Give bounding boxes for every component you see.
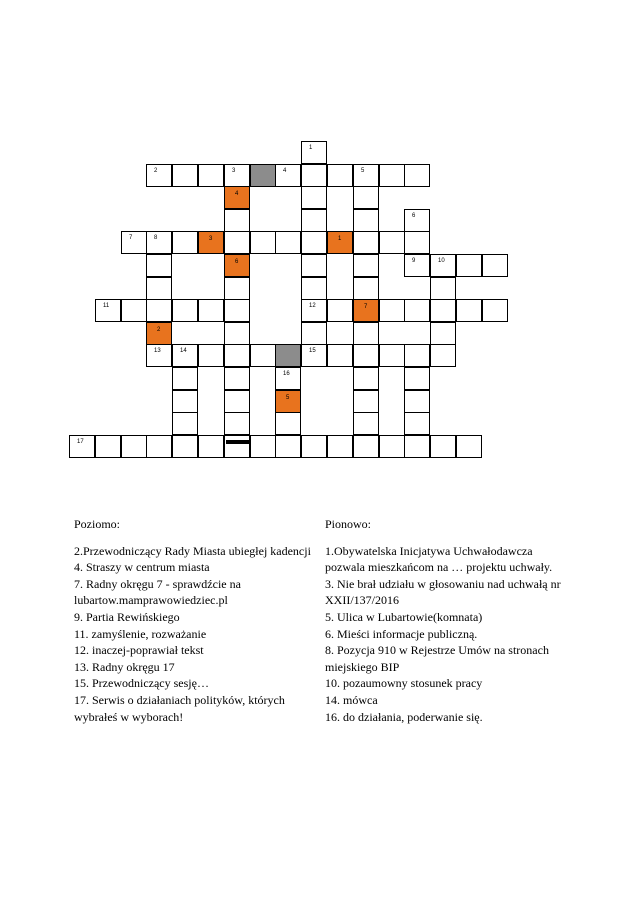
crossword-cell[interactable] (301, 209, 327, 232)
crossword-cell[interactable] (172, 367, 198, 390)
crossword-cell[interactable] (353, 209, 379, 232)
cell-number: 17 (77, 439, 84, 445)
crossword-cell[interactable] (198, 344, 224, 367)
crossword-cell[interactable] (301, 277, 327, 300)
crossword-cell[interactable] (146, 344, 172, 367)
crossword-cell[interactable] (327, 435, 353, 458)
cell-number: 6 (235, 259, 239, 265)
crossword-cell[interactable] (301, 141, 327, 164)
crossword-cell[interactable] (121, 231, 147, 254)
crossword-cell[interactable] (250, 164, 276, 187)
crossword-cell[interactable] (275, 412, 301, 435)
crossword-cell[interactable] (430, 322, 456, 345)
crossword-cell[interactable] (224, 254, 250, 277)
clue-item: 10. pozaumowny stosunek pracy (325, 676, 483, 691)
crossword-cell[interactable] (404, 435, 430, 458)
crossword-cell[interactable] (404, 390, 430, 413)
crossword-cell[interactable] (327, 164, 353, 187)
crossword-cell[interactable] (379, 435, 405, 458)
crossword-cell[interactable] (404, 344, 430, 367)
crossword-cell[interactable] (379, 164, 405, 187)
cell-number: 6 (412, 213, 416, 219)
cell-number: 10 (438, 258, 445, 264)
crossword-cell[interactable] (95, 299, 121, 322)
crossword-cell[interactable] (146, 299, 172, 322)
crossword-cell[interactable] (224, 277, 250, 300)
crossword-cell[interactable] (275, 344, 301, 367)
crossword-cell[interactable] (224, 186, 250, 209)
crossword-cell[interactable] (353, 390, 379, 413)
cell-number: 16 (283, 371, 290, 377)
cell-number: 2 (154, 168, 158, 174)
crossword-cell[interactable] (327, 231, 353, 254)
crossword-cell[interactable] (146, 164, 172, 187)
horizontal-clues (74, 516, 320, 725)
crossword-cell[interactable] (353, 164, 379, 187)
crossword-cell[interactable] (379, 344, 405, 367)
crossword-cell[interactable] (327, 299, 353, 322)
crossword-cell[interactable] (353, 344, 379, 367)
cell-number: 15 (309, 348, 316, 354)
crossword-cell[interactable] (353, 435, 379, 458)
crossword-cell[interactable] (250, 231, 276, 254)
crossword-cell[interactable] (353, 186, 379, 209)
crossword-cell[interactable] (404, 209, 430, 232)
crossword-cell[interactable] (224, 344, 250, 367)
crossword-cell[interactable] (95, 435, 121, 458)
clue-item: 17. Serwis o działaniach polityków, których wybrałeś w wyborach! (74, 692, 285, 724)
cell-number: 14 (180, 348, 187, 354)
crossword-cell[interactable] (275, 367, 301, 390)
crossword-cell[interactable] (482, 299, 508, 322)
crossword-cell[interactable] (224, 209, 250, 232)
crossword-cell[interactable] (430, 344, 456, 367)
vertical-clue-list (325, 543, 565, 726)
crossword-cell[interactable] (172, 435, 198, 458)
crossword-cell[interactable] (172, 390, 198, 413)
crossword-cell[interactable] (404, 164, 430, 187)
crossword-cell[interactable] (224, 367, 250, 390)
clue-item: 12. inaczej-poprawiał tekst (74, 643, 204, 658)
grid-thick-bar (226, 440, 250, 444)
cell-number: 3 (209, 236, 213, 242)
crossword-cell[interactable] (172, 412, 198, 435)
crossword-cell[interactable] (301, 164, 327, 187)
clue-item: 4. Straszy w centrum miasta (74, 560, 210, 575)
crossword-cell[interactable] (404, 231, 430, 254)
cell-number: 7 (364, 304, 368, 310)
crossword-cell[interactable] (198, 231, 224, 254)
crossword-cell[interactable] (275, 164, 301, 187)
clue-item: 13. Radny okręgu 17 (74, 659, 175, 674)
crossword-cell[interactable] (430, 435, 456, 458)
crossword-cell[interactable] (146, 322, 172, 345)
crossword-cell[interactable] (379, 299, 405, 322)
crossword-cell[interactable] (198, 435, 224, 458)
crossword-cell[interactable] (198, 164, 224, 187)
crossword-cell[interactable] (404, 367, 430, 390)
clue-item: 5. Ulica w Lubartowie(komnata) (325, 609, 483, 624)
crossword-cell[interactable] (198, 299, 224, 322)
crossword-cell[interactable] (404, 412, 430, 435)
crossword-cell[interactable] (172, 344, 198, 367)
crossword-cell[interactable] (353, 322, 379, 345)
crossword-cell[interactable] (172, 231, 198, 254)
crossword-cell[interactable] (250, 344, 276, 367)
crossword-cell[interactable] (224, 390, 250, 413)
crossword-cell[interactable] (250, 435, 276, 458)
cell-number: 12 (309, 303, 316, 309)
crossword-cell[interactable] (224, 299, 250, 322)
clue-item: 15. Przewodniczący sesję… (74, 676, 209, 691)
cell-number: 8 (154, 235, 158, 241)
clue-item: 7. Radny okręgu 7 - sprawdźcie na lubartow.mamprawowiedziec.pl (74, 576, 241, 608)
crossword-cell[interactable] (404, 299, 430, 322)
crossword-cell[interactable] (275, 390, 301, 413)
crossword-cell[interactable] (301, 344, 327, 367)
cell-number: 5 (286, 395, 290, 401)
crossword-cell[interactable] (430, 299, 456, 322)
crossword-cell[interactable] (353, 231, 379, 254)
clue-item: 3. Nie brał udziału w głosowaniu nad uchwałą nr XXII/137/2016 (325, 576, 561, 608)
crossword-cell[interactable] (430, 277, 456, 300)
cell-number: 5 (361, 168, 365, 174)
crossword-cell[interactable] (353, 254, 379, 277)
horizontal-clues-heading: Poziomo: (74, 517, 121, 531)
crossword-cell[interactable] (327, 344, 353, 367)
crossword-cell[interactable] (146, 435, 172, 458)
cell-number: 1 (309, 145, 313, 151)
clue-item: 11. zamyślenie, rozważanie (74, 626, 207, 641)
horizontal-clue-list (74, 543, 320, 726)
crossword-cell[interactable] (275, 435, 301, 458)
cell-number: 13 (154, 348, 161, 354)
crossword-cell[interactable] (224, 231, 250, 254)
crossword-cell[interactable] (172, 299, 198, 322)
crossword-cell[interactable] (146, 231, 172, 254)
cell-number: 11 (103, 303, 110, 309)
clue-item: 2.Przewodniczący Rady Miasta ubiegłej kadencji (74, 543, 311, 558)
crossword-cell[interactable] (353, 299, 379, 322)
crossword-cell[interactable] (301, 435, 327, 458)
crossword-cell[interactable] (456, 254, 482, 277)
vertical-clues (325, 516, 565, 725)
clue-item: 9. Partia Rewińskiego (74, 609, 180, 624)
crossword-cell[interactable] (404, 254, 430, 277)
crossword-cell[interactable] (146, 254, 172, 277)
crossword-cell[interactable] (224, 412, 250, 435)
vertical-clues-heading: Pionowo: (325, 517, 372, 531)
cell-number: 3 (232, 168, 236, 174)
crossword-cell[interactable] (456, 299, 482, 322)
crossword-cell[interactable] (301, 186, 327, 209)
clue-item: 14. mówca (325, 692, 378, 707)
crossword-cell[interactable] (224, 322, 250, 345)
crossword-cell[interactable] (430, 254, 456, 277)
crossword-cell[interactable] (353, 367, 379, 390)
crossword-cell[interactable] (353, 277, 379, 300)
crossword-cell[interactable] (301, 299, 327, 322)
crossword-cell[interactable] (456, 435, 482, 458)
crossword-cell[interactable] (146, 277, 172, 300)
crossword-cell[interactable] (121, 435, 147, 458)
crossword-cell[interactable] (172, 164, 198, 187)
clue-item: 1.Obywatelska Inicjatywa Uchwałodawcza pozwala mieszkańcom na … projektu uchwały. (325, 543, 553, 575)
clue-item: 8. Pozycja 910 w Rejestrze Umów na stronach miejskiego BIP (325, 643, 549, 674)
cell-number: 4 (283, 168, 287, 174)
crossword-cell[interactable] (121, 299, 147, 322)
crossword-cell[interactable] (69, 435, 95, 458)
cell-number: 7 (129, 235, 133, 241)
clue-item: 6. Mieści informacje publiczną. (325, 626, 478, 641)
crossword-cell[interactable] (482, 254, 508, 277)
crossword-cell[interactable] (275, 231, 301, 254)
cell-number: 1 (338, 236, 342, 242)
cell-number: 2 (157, 327, 161, 333)
crossword-cell[interactable] (353, 412, 379, 435)
crossword-cell[interactable] (379, 231, 405, 254)
clue-item: 16. do działania, poderwanie się. (325, 709, 483, 724)
cell-number: 9 (412, 258, 416, 264)
crossword-cell[interactable] (301, 254, 327, 277)
crossword-cell[interactable] (301, 231, 327, 254)
cell-number: 4 (235, 191, 239, 197)
crossword-cell[interactable] (301, 322, 327, 345)
crossword-cell[interactable] (224, 164, 250, 187)
crossword-cell[interactable] (224, 435, 250, 458)
